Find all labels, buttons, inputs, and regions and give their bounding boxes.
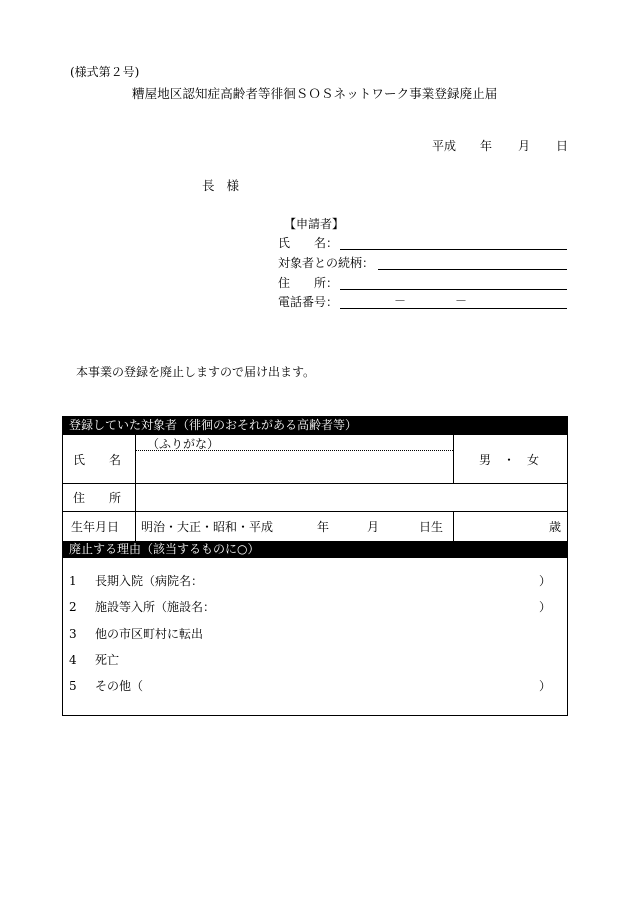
birth-year-label: 年 bbox=[317, 520, 330, 534]
applicant-address-field[interactable] bbox=[340, 289, 567, 290]
reason-paren-close: ） bbox=[538, 574, 551, 588]
applicant-phone-label: 電話番号： bbox=[278, 295, 339, 309]
date-day-label: 日 bbox=[556, 139, 569, 153]
applicant-heading: 【申請者】 bbox=[284, 217, 345, 231]
birth-day-label: 日生 bbox=[419, 520, 444, 534]
applicant-address-label: 住 所： bbox=[278, 276, 339, 290]
reason-text: 施設等入所（施設名： bbox=[95, 600, 216, 614]
applicant-relationship-field[interactable] bbox=[378, 269, 567, 270]
registration-table bbox=[62, 416, 568, 716]
applicant-name-label: 氏 名： bbox=[278, 236, 339, 250]
address-label: 住 所 bbox=[73, 491, 122, 505]
gender-options[interactable]: 男 ・ 女 bbox=[479, 453, 540, 467]
applicant-relationship-label: 対象者との続柄： bbox=[278, 256, 375, 270]
statement-text: 本事業の登録を廃止しますので届け出ます。 bbox=[76, 365, 316, 379]
section-reason-heading: 廃止する理由（該当するものに○） bbox=[63, 541, 567, 558]
section-target-person-heading: 登録していた対象者（徘徊のおそれがある高齢者等） bbox=[63, 417, 567, 434]
reason-number: 3 bbox=[69, 627, 77, 641]
reason-number: 4 bbox=[69, 653, 77, 667]
reason-text: 長期入院（病院名： bbox=[95, 574, 204, 588]
addressee bbox=[202, 180, 239, 193]
reason-number: 2 bbox=[69, 600, 77, 614]
name-label: 氏 名 bbox=[73, 453, 122, 467]
reason-number: 1 bbox=[69, 574, 77, 588]
reason-text: その他（ bbox=[95, 679, 144, 693]
reason-item-3[interactable] bbox=[69, 628, 551, 640]
birth-month-label: 月 bbox=[367, 520, 380, 534]
phone-separator-1: － bbox=[394, 294, 407, 308]
addressee-title: 長 bbox=[202, 178, 215, 193]
reason-text: 死亡 bbox=[95, 653, 120, 667]
applicant-name-field[interactable] bbox=[340, 249, 567, 250]
form-number: (様式第２号) bbox=[70, 65, 140, 79]
addressee-honorific: 様 bbox=[226, 178, 240, 193]
furigana-label: （ふりがな） bbox=[147, 437, 220, 451]
address-input[interactable] bbox=[139, 485, 565, 509]
reason-number: 5 bbox=[69, 679, 77, 693]
date-era: 平成 bbox=[432, 139, 457, 153]
reason-paren-close: ） bbox=[538, 679, 551, 693]
birthdate-label: 生年月日 bbox=[71, 520, 120, 534]
reason-text: 他の市区町村に転出 bbox=[95, 627, 204, 641]
phone-separator-2: － bbox=[455, 294, 468, 308]
age-label: 歳 bbox=[549, 520, 562, 534]
reason-item-2[interactable] bbox=[69, 601, 551, 613]
date-year-label: 年 bbox=[480, 139, 493, 153]
reason-item-1[interactable] bbox=[69, 575, 551, 587]
era-options[interactable]: 明治・大正・昭和・平成 bbox=[141, 520, 274, 534]
date-month-label: 月 bbox=[518, 139, 531, 153]
reason-item-5[interactable] bbox=[69, 680, 551, 692]
reason-paren-close: ） bbox=[538, 600, 551, 614]
document-title: 糟屋地区認知症高齢者等徘徊ＳＯＳネットワーク事業登録廃止届 bbox=[132, 86, 498, 101]
applicant-phone-field[interactable] bbox=[340, 308, 567, 309]
reason-item-4[interactable] bbox=[69, 654, 551, 666]
name-input[interactable] bbox=[139, 452, 449, 480]
